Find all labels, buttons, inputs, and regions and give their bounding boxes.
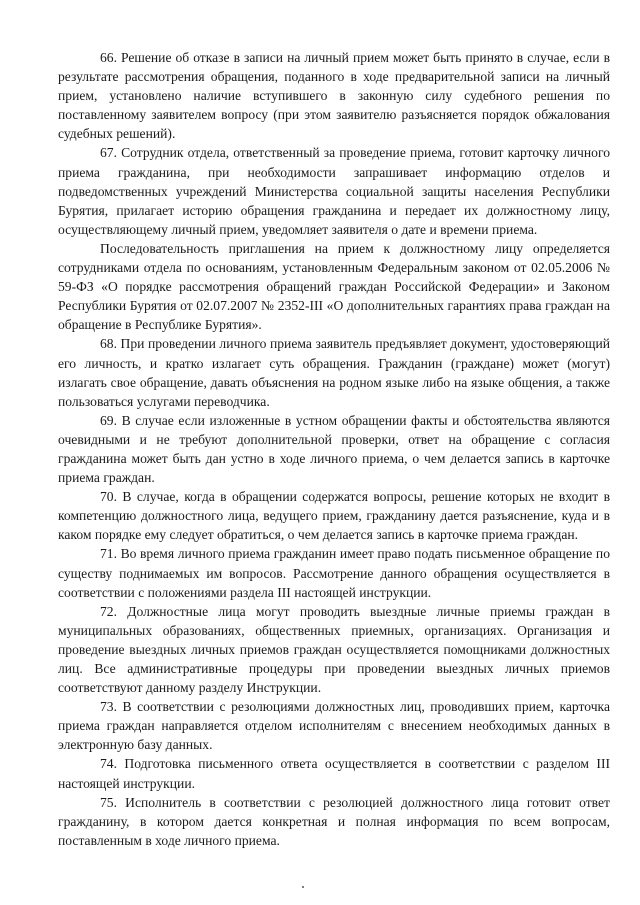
paragraph-71: 71. Во время личного приема гражданин имеет право подать письменное обращение по существу поднимаемых им вопросов. Рассмотрение данного обращения осуществляется в соответствии с положениями раздела III настоящей инструкции. <box>58 546 610 600</box>
paragraph-66: 66. Решение об отказе в записи на личный прием может быть принято в случае, если в результате рассмотрения обращения, поданного в ходе предварительной записи на личный прием, установлено наличие вступившего в законную силу судебного решения по поставленному заявителем вопросу (при этом заявителю разъясняется порядок обжалования судебных решений). <box>58 50 610 142</box>
paragraph-74: 74. Подготовка письменного ответа осуществляется в соответствии с разделом III настоящей инструкции. <box>58 756 610 791</box>
paragraph-68: 68. При проведении личного приема заявитель предъявляет документ, удостоверяющий его личность, и кратко излагает суть обращения. Гражданин (граждане) может (могут) излагать свое обращение, давать объяснения на родном языке либо на языке общения, а также пользоваться услугами переводчика. <box>58 336 610 409</box>
paragraph-invitation-order: Последовательность приглашения на прием к должностному лицу определяется сотрудниками отдела по основаниям, установленным Федеральным законом от 02.05.2006 № 59-ФЗ «О порядке рассмотрения обращений граждан Российской Федерации» и Законом Республики Бурятия от 02.07.2007 № 2352-III «О дополнительных гарантиях права граждан на обращение в Республике Бурятия». <box>58 240 610 333</box>
paragraph-72: 72. Должностные лица могут проводить выездные личные приемы граждан в муниципальных образованиях, общественных приемных, организациях. Организация и проведение выездных личных приемов граждан осуществляется помощниками должностных лиц. Все административные процедуры при проведении выездных личных приемов соответствуют данному разделу Инструкции. <box>58 603 610 696</box>
paragraph-73: 73. В соответствии с резолюциями должностных лиц, проводивших прием, карточка приема граждан направляется отделом исполнителям с внесением необходимых данных в электронную базу данных. <box>58 699 610 753</box>
paragraph-70: 70. В случае, когда в обращении содержатся вопросы, решение которых не входит в компетенцию должностного лица, ведущего прием, гражданину дается разъяснение, куда и в каком порядке ему следует обратиться, о чем делается запись в карточке приема граждан. <box>58 489 610 543</box>
paragraph-69: 69. В случае если изложенные в устном обращении факты и обстоятельства являются очевидными и не требуют дополнительной проверки, ответ на обращение с согласия гражданина может быть дан устно в ходе личного приема, о чем делается запись в карточке приема граждан. <box>58 412 610 486</box>
paragraph-67: 67. Сотрудник отдела, ответственный за проведение приема, готовит карточку личного приема гражданина, при необходимости запрашивает информацию отделов и подведомственных учреждений Министерства социальной защиты населения Республики Бурятия, прилагает историю обращения гражданина и передает их должностному лицу, осуществляющему личный прием, уведомляет заявителя о дате и времени приема. <box>58 145 610 237</box>
scan-speck <box>302 886 304 888</box>
document-page <box>58 48 610 850</box>
paragraph-75: 75. Исполнитель в соответствии с резолюцией должностного лица готовит ответ гражданину, в котором дается конкретная и полная информация по всем вопросам, поставленным в ходе личного приема. <box>58 794 610 848</box>
